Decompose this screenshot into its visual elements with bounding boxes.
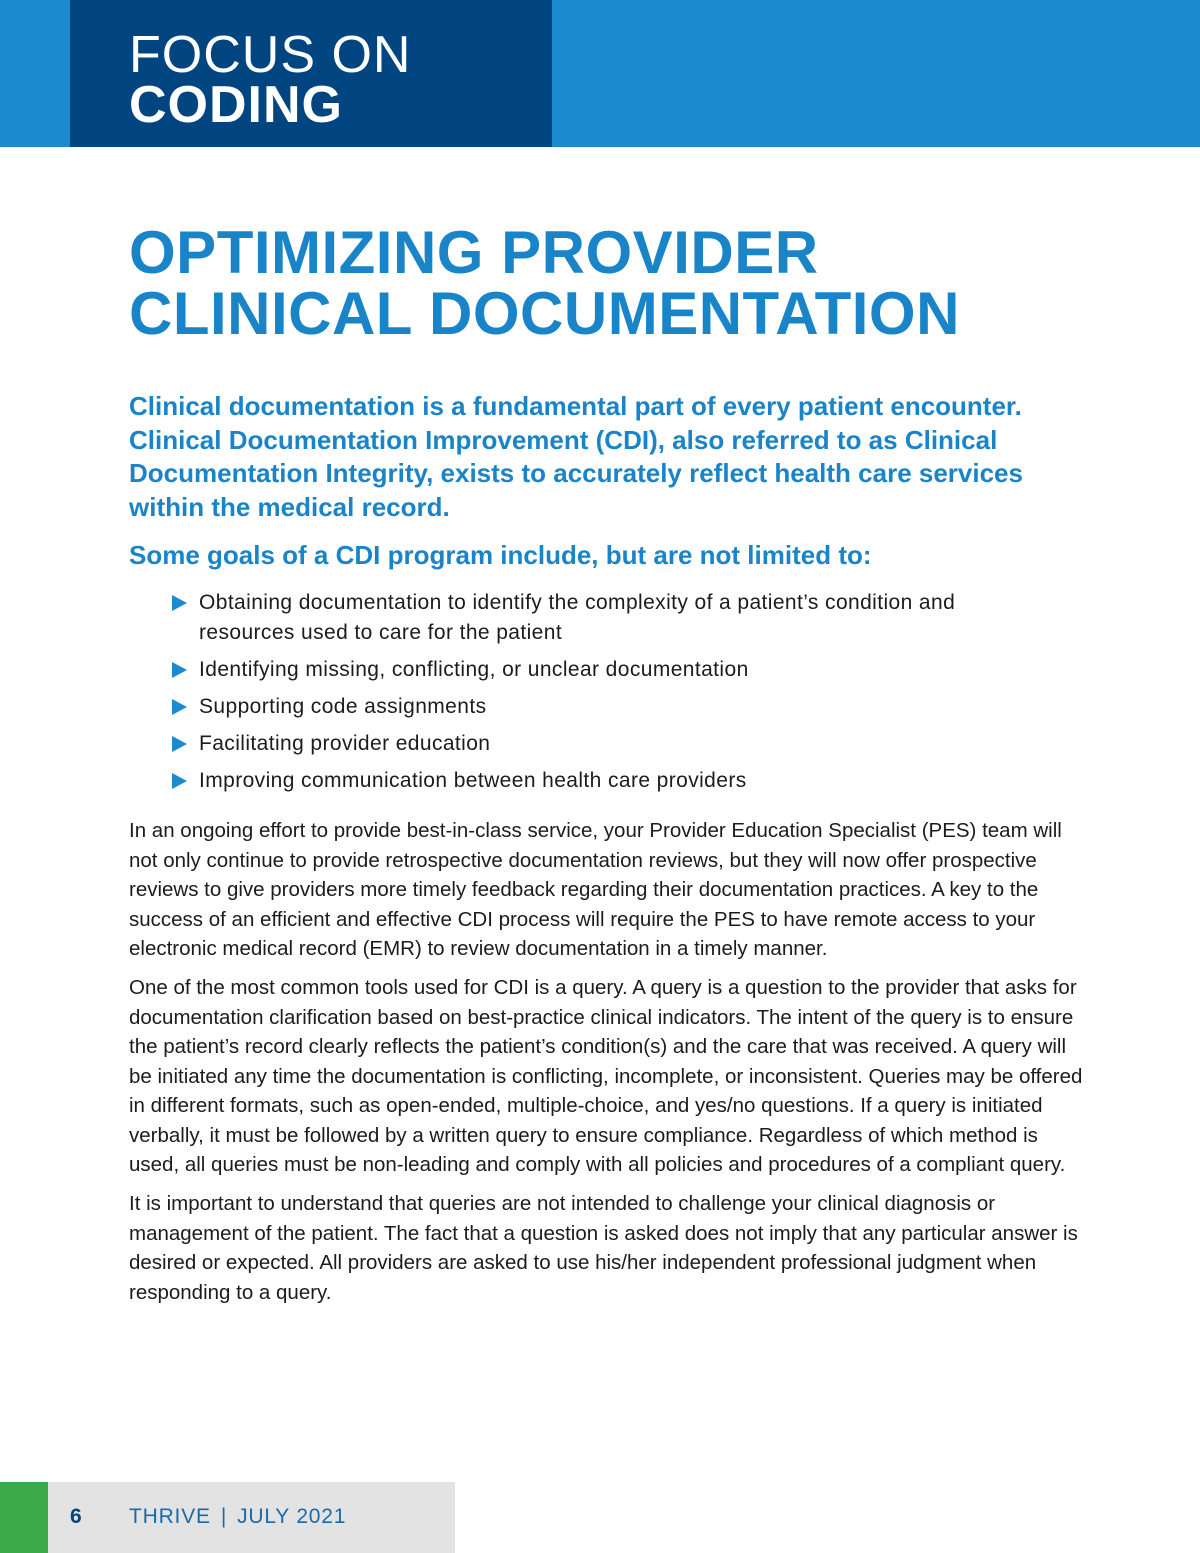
publication-name: THRIVE bbox=[129, 1505, 211, 1528]
article-title-line1: OPTIMIZING PROVIDER bbox=[129, 219, 819, 286]
article-body bbox=[129, 816, 1084, 1317]
publication-issue: JULY 2021 bbox=[237, 1505, 347, 1528]
footer-accent-stripe bbox=[0, 1482, 48, 1553]
goal-text: Facilitating provider education bbox=[199, 731, 491, 755]
goals-list-item bbox=[170, 588, 970, 647]
triangle-bullet-icon bbox=[172, 595, 187, 611]
body-paragraph: One of the most common tools used for CDI is a query. A query is a question to the provider that asks for documentation clarification based on best-practice clinical indicators. The intent of the query is to ensure the patient’s record clearly reflects the patient’s condition(s) and the care that was received. A query will be initiated any time the documentation is conflicting, incomplete, or inconsistent. Queries may be offered in different formats, such as open-ended, multiple-choice, and yes/no questions. If a query is initiated verbally, it must be followed by a written query to ensure compliance. Regardless of which method is used, all queries must be non-leading and comply with all policies and procedures of a compliant query. bbox=[129, 976, 1083, 1176]
footer-publication bbox=[129, 1505, 346, 1529]
goals-list bbox=[170, 588, 970, 803]
triangle-bullet-icon bbox=[172, 773, 187, 789]
goals-list-item bbox=[170, 655, 970, 685]
footer-separator: | bbox=[220, 1505, 228, 1528]
goal-text: Identifying missing, conflicting, or unclear documentation bbox=[199, 657, 749, 681]
triangle-bullet-icon bbox=[172, 736, 187, 752]
goal-text: Obtaining documentation to identify the complexity of a patient’s condition and resources used to care for the patient bbox=[199, 591, 956, 644]
triangle-bullet-icon bbox=[172, 699, 187, 715]
goals-heading: Some goals of a CDI program include, but are not limited to: bbox=[129, 540, 872, 570]
goals-list-item bbox=[170, 692, 970, 722]
article-intro: Clinical documentation is a fundamental part of every patient encounter. Clinical Documentation Improvement (CDI), also referred to as Clinical Documentation Integrity, exists to accurately reflect health care services within the medical record. bbox=[129, 391, 1023, 522]
section-label-line1: FOCUS ON bbox=[129, 26, 412, 84]
triangle-bullet-icon bbox=[172, 662, 187, 678]
section-label-line2: CODING bbox=[129, 76, 343, 134]
section-label bbox=[129, 26, 412, 134]
goal-text: Supporting code assignments bbox=[199, 694, 487, 718]
goals-list-item bbox=[170, 766, 970, 796]
article-title-line2: CLINICAL DOCUMENTATION bbox=[129, 280, 960, 347]
body-paragraph: It is important to understand that queries are not intended to challenge your clinical diagnosis or management of the patient. The fact that a question is asked does not imply that any particular answer is desired or expected. All providers are asked to use his/her independent professional judgment when responding to a query. bbox=[129, 1192, 1078, 1304]
body-paragraph: In an ongoing effort to provide best-in-class service, your Provider Education Specialist (PES) team will not only continue to provide retrospective documentation reviews, but they will now offer prospective reviews to give providers more timely feedback regarding their documentation practices. A key to the success of an efficient and effective CDI process will require the PES to have remote access to your electronic medical record (EMR) to review documentation in a timely manner. bbox=[129, 819, 1062, 960]
article-title bbox=[129, 219, 960, 347]
page-number: 6 bbox=[70, 1505, 82, 1528]
goal-text: Improving communication between health care providers bbox=[199, 768, 747, 792]
goals-list-item bbox=[170, 729, 970, 759]
